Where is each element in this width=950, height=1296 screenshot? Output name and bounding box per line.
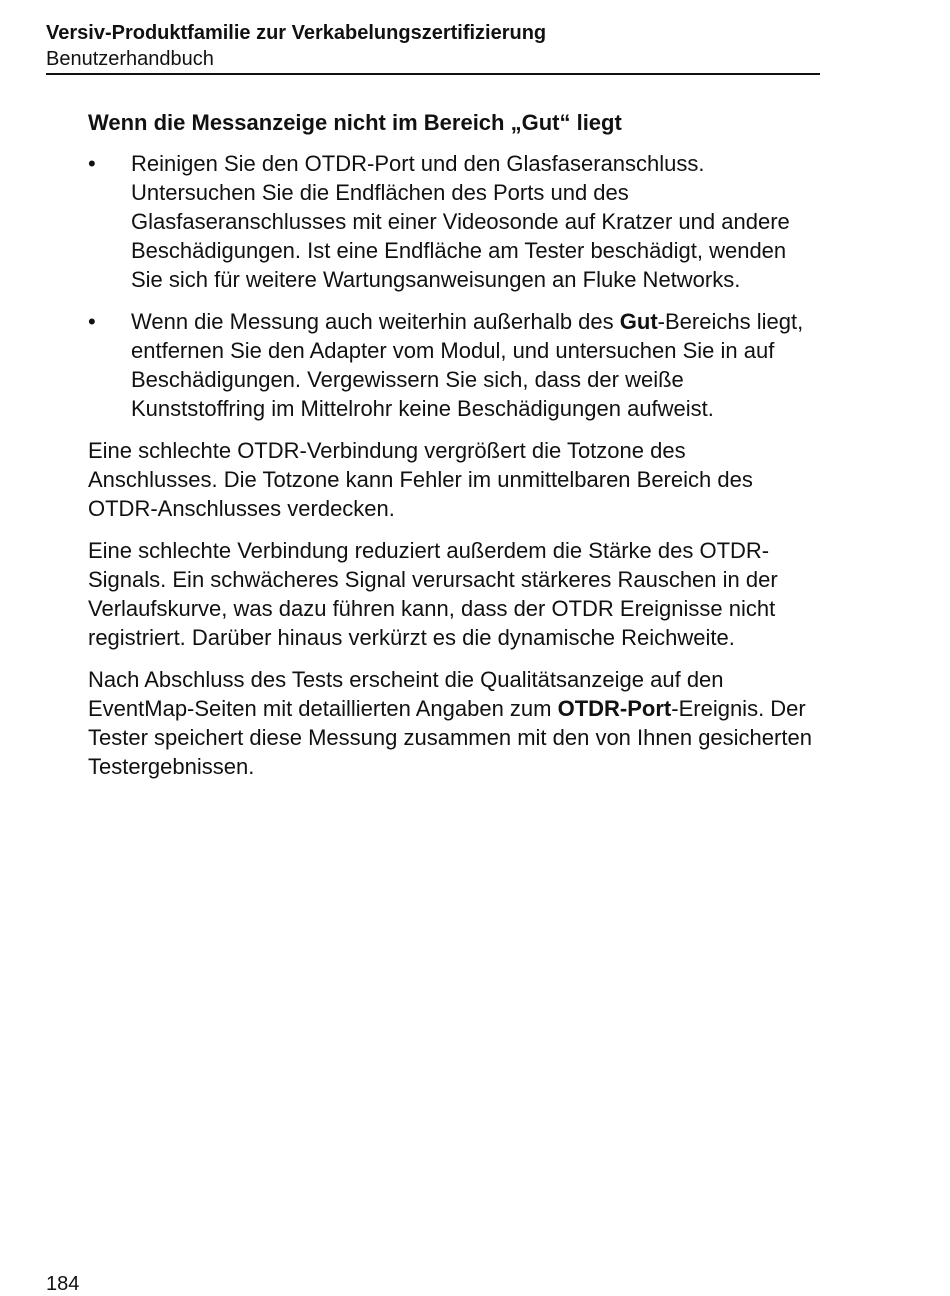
- list-item-text-end: -Bereichs liegt, entfernen Sie den Adapter vom Modul, und untersuchen Sie in auf Beschädigungen. Vergewissern Sie sich, dass der weiße Kunststoffring im Mittelrohr keine Beschädigungen aufweist.: [131, 309, 804, 421]
- bold-term: OTDR-Port: [557, 696, 672, 721]
- list-item-text: [131, 309, 803, 421]
- list-item: [88, 307, 818, 423]
- paragraph: Eine schlechte OTDR-Verbindung vergrößert die Totzone des Anschlusses. Die Totzone kann Fehler im unmittelbaren Bereich des OTDR-Anschlusses verdecken.: [88, 438, 753, 521]
- bullet-icon: •: [88, 151, 96, 176]
- section-heading: Wenn die Messanzeige nicht im Bereich „Gut“ liegt: [88, 110, 622, 135]
- paragraph-text-end: -Ereignis. Der Tester speichert diese Messung zusammen mit den von Ihnen gesicherten Testergebnissen.: [88, 696, 812, 779]
- page-header: [46, 20, 820, 72]
- page-number: 184: [46, 1273, 80, 1295]
- list-item: [88, 149, 818, 294]
- document-subtitle: Benutzerhandbuch: [46, 48, 214, 70]
- bullet-icon: •: [88, 309, 96, 334]
- list-item-text: Reinigen Sie den OTDR-Port und den Glasfaseranschluss. Untersuchen Sie die Endflächen des Ports und des Glasfaseranschlusses mit einer Videosonde auf Kratzer und andere Beschädigungen. Ist eine Endfläche am Tester beschädigt, wenden Sie sich für weitere Wartungsanweisungen an Fluke Networks.: [131, 151, 790, 292]
- bold-term: Gut: [619, 309, 658, 334]
- paragraph: Eine schlechte Verbindung reduziert außerdem die Stärke des OTDR-Signals. Ein schwächeres Signal verursacht stärkeres Rauschen in der Verlaufskurve, was dazu führen kann, dass der OTDR Ereignisse nicht registriert. Darüber hinaus verkürzt es die dynamische Reichweite.: [88, 538, 778, 650]
- list-item-text-start: Wenn die Messung auch weiterhin außerhalb des: [131, 309, 620, 334]
- main-content: [88, 108, 818, 794]
- paragraph-text-start: Nach Abschluss des Tests erscheint die Qualitätsanzeige auf den EventMap-Seiten mit detaillierten Angaben zum: [88, 667, 724, 721]
- paragraph: [88, 665, 818, 781]
- document-title: Versiv-Produktfamilie zur Verkabelungszertifizierung: [46, 22, 547, 44]
- header-divider: [46, 73, 820, 75]
- bullet-list: [88, 149, 818, 423]
